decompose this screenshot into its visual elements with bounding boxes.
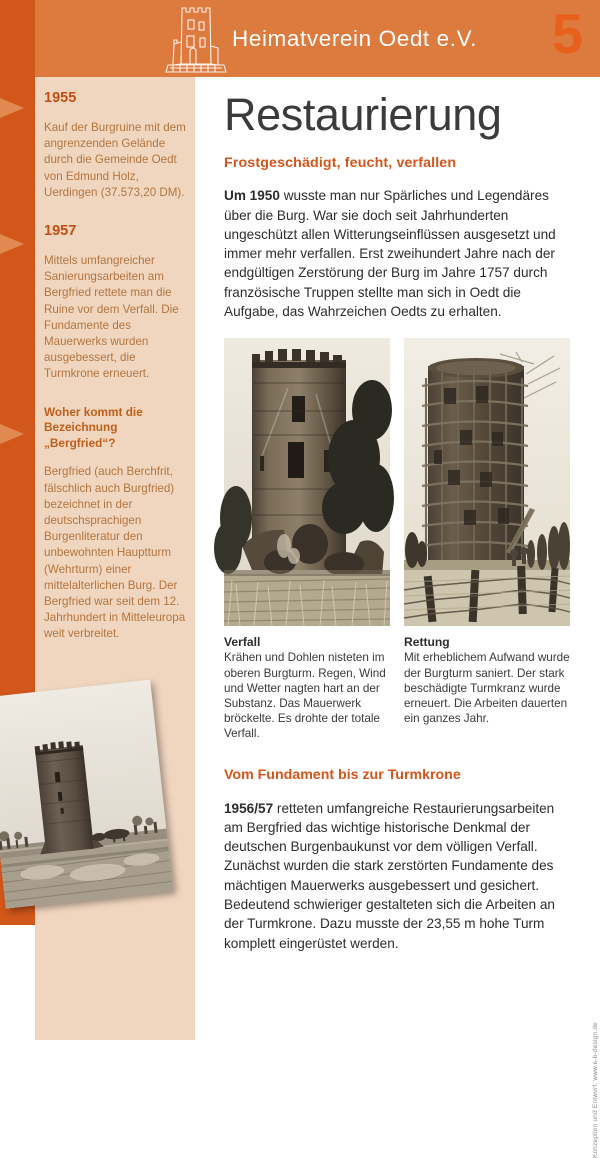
- castle-tower-icon: [160, 2, 232, 77]
- sidebar-entry: [44, 90, 186, 201]
- rail-arrow-icon-3: [0, 422, 35, 446]
- sidebar-entry-text: Kauf der Burgruine mit dem angrenzenden Gelände durch die Gemeinde Oedt von Edmund Holz, Uerdingen (37.573,20 DM).: [44, 121, 186, 199]
- sidebar-question-heading: Woher kommt die Bezeichnung „Bergfried“?: [44, 404, 143, 450]
- photo-block-decay: [224, 338, 390, 741]
- intro-paragraph: [224, 186, 571, 321]
- closing-lead: 1956/57: [224, 800, 274, 816]
- sidebar-year-label: 1955: [44, 90, 77, 106]
- page-number-badge: 5: [551, 2, 582, 65]
- sidebar-entry: [44, 223, 186, 383]
- header-rail-stub: [0, 0, 35, 77]
- photo-caption-text: Mit erheblichem Aufwand wurde der Burgturm saniert. Der stark beschädigte Turmkranz wurde erneuert. Die Arbeiten dauerten ein ganzes Jahr.: [404, 651, 570, 726]
- sidebar-question-text: Bergfried (auch Berchfrit, fälschlich auch Burgfried) bezeichnet in der deutschsprachigen Burgenliteratur den unbewohnten Hauptturm (Wehrturm) einer mittelalterlichen Burg. Der Bergfried war seit dem 12. Jahrhundert in Mitteleuropa weit verbreitet.: [44, 465, 186, 641]
- section-subheading-1: Frostgeschädigt, feucht, verfallen: [224, 155, 457, 172]
- credit-note: Konzeption und Entwurf: www.e-b-design.de: [592, 1022, 599, 1158]
- rail-arrow-icon-2: [0, 232, 35, 256]
- closing-paragraph: [224, 799, 571, 953]
- sidebar-content: [44, 90, 186, 665]
- main-content-panel: [195, 77, 600, 1040]
- page-header: [0, 0, 600, 77]
- page-title: Restaurierung: [224, 89, 502, 140]
- closing-body: retteten umfangreiche Restaurierungsarbeiten am Bergfried das wichtige historische Denkmal der deutschen Burgenbaukunst vor dem völligen Verfall. Zunächst wurden die stark zerstörten Fundamente des mächtigen Mauerwerks ausgebessert und gesichert. Bedeutend schwieriger gestalteten sich die Arbeiten an der Turmkrone. Dazu musste der 23,55 m hohe Turm komplett eingerüstet werden.: [224, 800, 555, 951]
- photo-block-rescue: [404, 338, 570, 741]
- photo-caption-title: Verfall: [224, 635, 261, 650]
- page-title-header: Heimatverein Oedt e.V.: [232, 26, 477, 51]
- sidebar-question-block: [44, 405, 186, 643]
- sidebar-photo-tower-ruin: [0, 680, 173, 909]
- photo-caption-text: Krähen und Dohlen nisteten im oberen Burgturm. Regen, Wind und Wetter nagten hart an der Substanz. Das Mauerwerk bröckelte. Es drohte der totale Verfall.: [224, 651, 386, 741]
- rail-arrow-icon-1: [0, 96, 35, 120]
- sidebar-year-label: 1957: [44, 223, 77, 240]
- photo-tower-ruin-decay: [224, 338, 390, 626]
- photo-tower-scaffolding-restoration: [404, 338, 570, 626]
- intro-lead: Um 1950: [224, 188, 280, 204]
- photo-caption-title: Rettung: [404, 635, 450, 650]
- section-subheading-2: Vom Fundament bis zur Turmkrone: [224, 766, 461, 783]
- sidebar-entry-text: Mittels umfangreicher Sanierungsarbeiten am Bergfried rettete man die Ruine vor dem Verfall. Die Fundamente des Mauerwerks wurden ausgebessert, die Turmkrone erneuert.: [44, 254, 179, 381]
- photo-row: [224, 338, 571, 741]
- intro-body: wusste man nur Spärliches und Legendäres über die Burg. War sie doch seit Jahrhunderten ungeschützt allen Witterungseinflüssen ausgesetzt und immer mehr verfallen. Erst zweihundert Jahre nach der endgültigen Zerstörung der Burg im Jahre 1757 durch französische Truppen stellte man sich in Oedt die Aufgabe, das Wahrzeichen Oedts zu erhalten.: [224, 188, 556, 320]
